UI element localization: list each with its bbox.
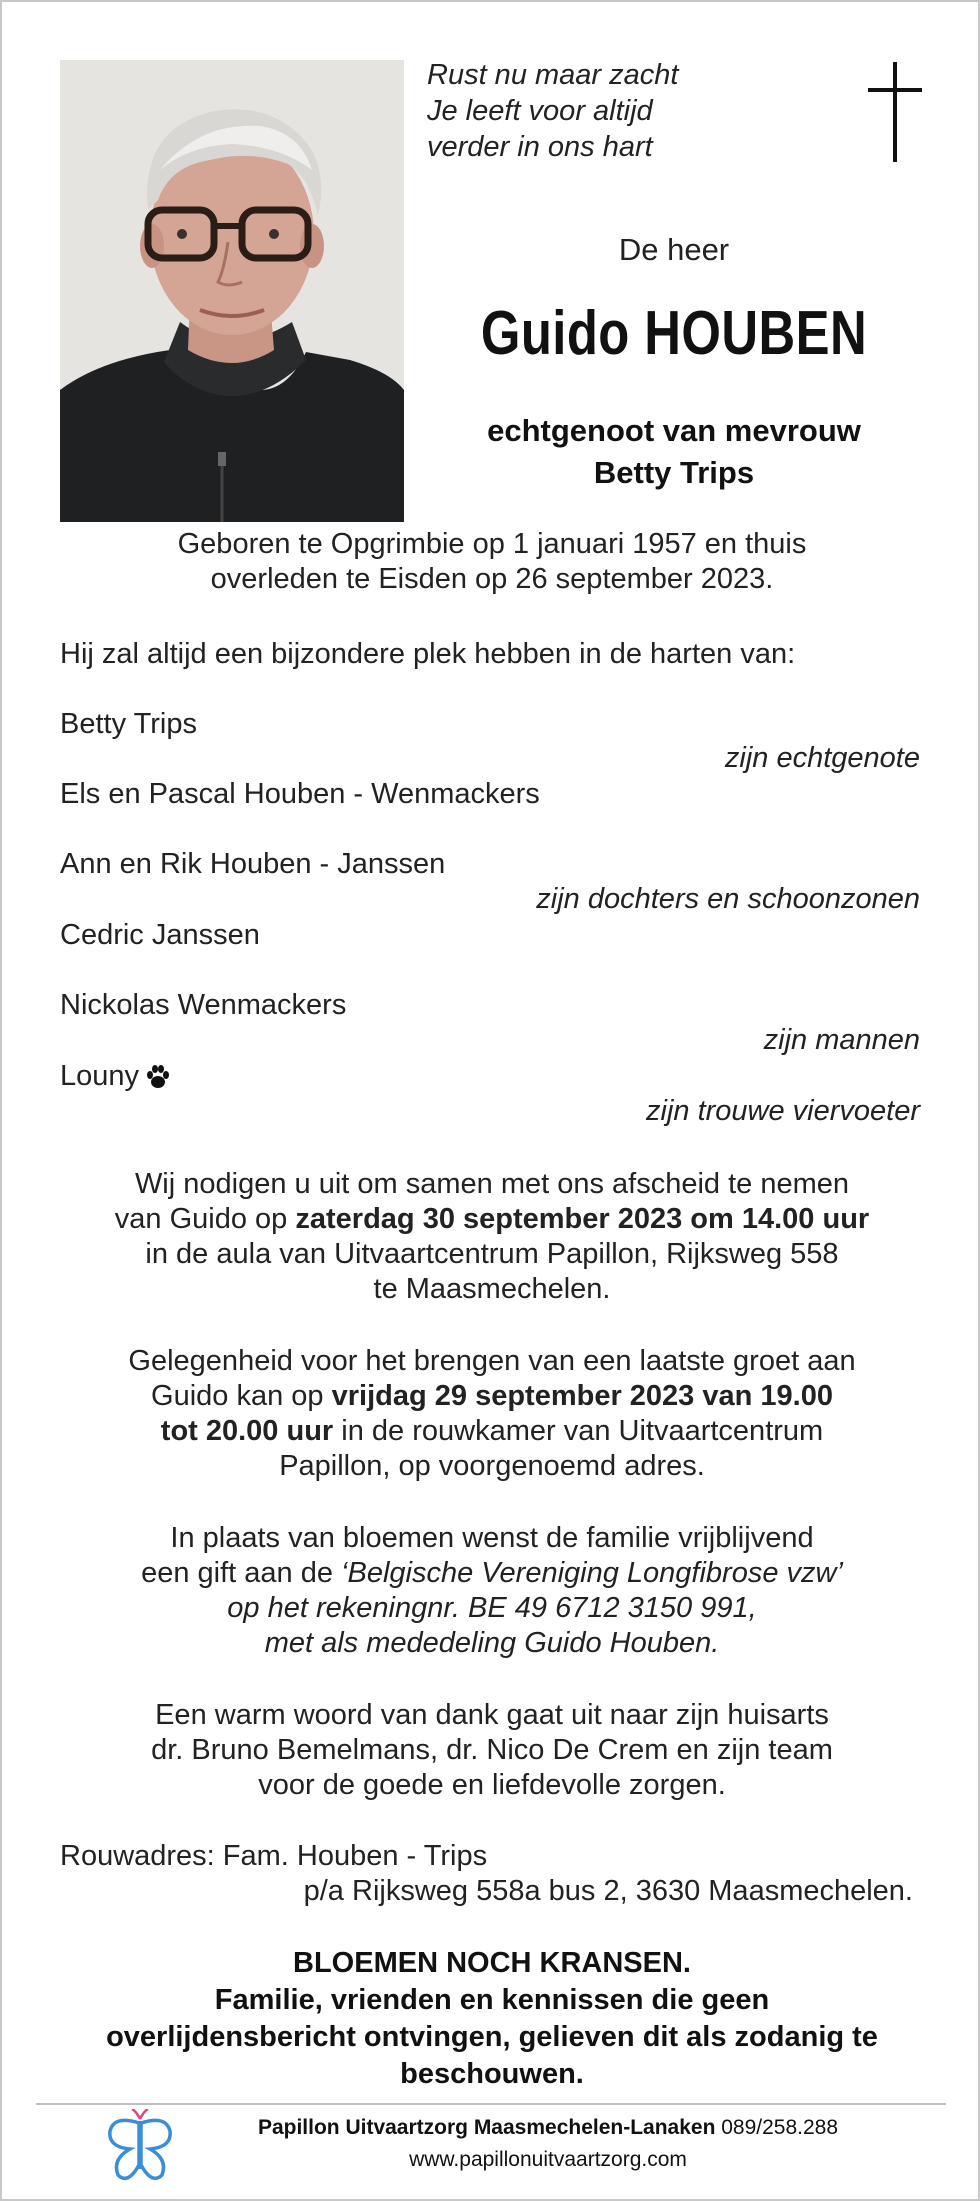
donation-text: een gift aan de bbox=[141, 1557, 342, 1589]
viewing-line: Gelegenheid voor het brengen van een laatste groet aan bbox=[128, 1345, 856, 1377]
family-member: Els en Pascal Houben - Wenmackers bbox=[60, 778, 540, 810]
mourning-address: p/a Rijksweg 558a bus 2, 3630 Maasmechelen. bbox=[303, 1875, 913, 1907]
family-member-pet bbox=[60, 1060, 171, 1093]
family-member: Nickolas Wenmackers bbox=[60, 989, 347, 1021]
donation-line: op het rekeningnr. BE 49 6712 3150 991, bbox=[227, 1592, 757, 1624]
viewing-line bbox=[60, 1414, 924, 1449]
thanks-line: voor de goede en liefdevolle zorgen. bbox=[258, 1769, 726, 1801]
closing-line: Familie, vrienden en kennissen die geen bbox=[214, 1984, 770, 2016]
portrait-illustration bbox=[60, 60, 404, 522]
viewing-time: tot 20.00 uur bbox=[160, 1415, 334, 1447]
farewell-text: van Guido op bbox=[114, 1203, 296, 1235]
donation-info bbox=[60, 1521, 924, 1661]
birth-line: Geboren te Opgrimbie op 1 januari 1957 en thuis bbox=[177, 528, 807, 560]
memorial-verse bbox=[427, 57, 678, 165]
funeral-home-name: Papillon Uitvaartzorg Maasmechelen-Lanaken bbox=[257, 2116, 716, 2139]
spouse-name: Betty Trips bbox=[593, 455, 755, 490]
funeral-home-line bbox=[198, 2116, 898, 2140]
relation-label: zijn echtgenote bbox=[724, 742, 920, 774]
closing-notice bbox=[60, 1945, 924, 2093]
birth-death-info bbox=[60, 527, 924, 597]
footer-divider bbox=[36, 2103, 946, 2105]
farewell-line: in de aula van Uitvaartcentrum Papillon, Rijksweg 558 bbox=[145, 1238, 839, 1270]
viewing-text: Guido kan op bbox=[151, 1380, 332, 1412]
thanks-line: Een warm woord van dank gaat uit naar zijn huisarts bbox=[155, 1699, 829, 1731]
family-member: Betty Trips bbox=[60, 708, 197, 740]
donation-line: In plaats van bloemen wenst de familie vrijblijvend bbox=[170, 1522, 814, 1554]
pet-name: Louny bbox=[60, 1060, 140, 1092]
relation-label: zijn mannen bbox=[763, 1024, 920, 1056]
death-line: overleden te Eisden op 26 september 2023. bbox=[210, 563, 774, 595]
funeral-home-website[interactable]: www.papillonuitvaartzorg.com bbox=[409, 2148, 687, 2171]
relation-label: zijn trouwe viervoeter bbox=[646, 1095, 920, 1127]
verse-line: Je leeft voor altijd bbox=[427, 95, 653, 127]
relation-label: zijn dochters en schoonzonen bbox=[536, 883, 920, 915]
farewell-line: Wij nodigen u uit om samen met ons afscheid te nemen bbox=[134, 1168, 850, 1200]
farewell-date: zaterdag 30 september 2023 om 14.00 uur bbox=[295, 1203, 870, 1235]
thanks-info bbox=[60, 1698, 924, 1803]
verse-line: Rust nu maar zacht bbox=[427, 59, 679, 91]
funeral-home-phone: 089/258.288 bbox=[715, 2116, 839, 2139]
charity-name: ‘Belgische Vereniging Longfibrose vzw’ bbox=[341, 1557, 843, 1589]
donation-line: met als mededeling Guido Houben. bbox=[264, 1627, 720, 1659]
closing-line: overlijdensbericht ontvingen, gelieven dit als zodanig te bbox=[106, 2021, 878, 2053]
thanks-line: dr. Bruno Bemelmans, dr. Nico De Crem en zijn team bbox=[151, 1734, 833, 1766]
viewing-line: Papillon, op voorgenoemd adres. bbox=[279, 1450, 705, 1482]
family-member: Cedric Janssen bbox=[60, 919, 260, 951]
viewing-info bbox=[60, 1344, 924, 1484]
deceased-name: Guido HOUBEN bbox=[480, 299, 868, 368]
viewing-line bbox=[60, 1379, 924, 1414]
butterfly-logo-icon bbox=[106, 2109, 174, 2189]
viewing-date: vrijdag 29 september 2023 van 19.00 bbox=[331, 1380, 833, 1412]
portrait-photo bbox=[60, 60, 404, 522]
verse-line: verder in ons hart bbox=[427, 131, 653, 163]
viewing-text: in de rouwkamer van Uitvaartcentrum bbox=[333, 1415, 824, 1447]
spouse-line: echtgenoot van mevrouw bbox=[487, 413, 861, 448]
spouse-info bbox=[427, 410, 921, 494]
farewell-line: te Maasmechelen. bbox=[373, 1273, 611, 1305]
mourning-address-label: Rouwadres: Fam. Houben - Trips bbox=[60, 1840, 488, 1872]
paw-icon bbox=[145, 1064, 171, 1090]
cross-icon bbox=[868, 62, 922, 162]
family-member: Ann en Rik Houben - Janssen bbox=[60, 848, 446, 880]
salutation: De heer bbox=[618, 232, 730, 267]
closing-line: beschouwen. bbox=[400, 2058, 584, 2090]
farewell-info bbox=[60, 1167, 924, 1307]
farewell-line bbox=[60, 1202, 924, 1237]
donation-line bbox=[60, 1556, 924, 1591]
closing-line: BLOEMEN NOCH KRANSEN. bbox=[293, 1947, 691, 1979]
family-intro: Hij zal altijd een bijzondere plek hebben in de harten van: bbox=[60, 638, 796, 670]
